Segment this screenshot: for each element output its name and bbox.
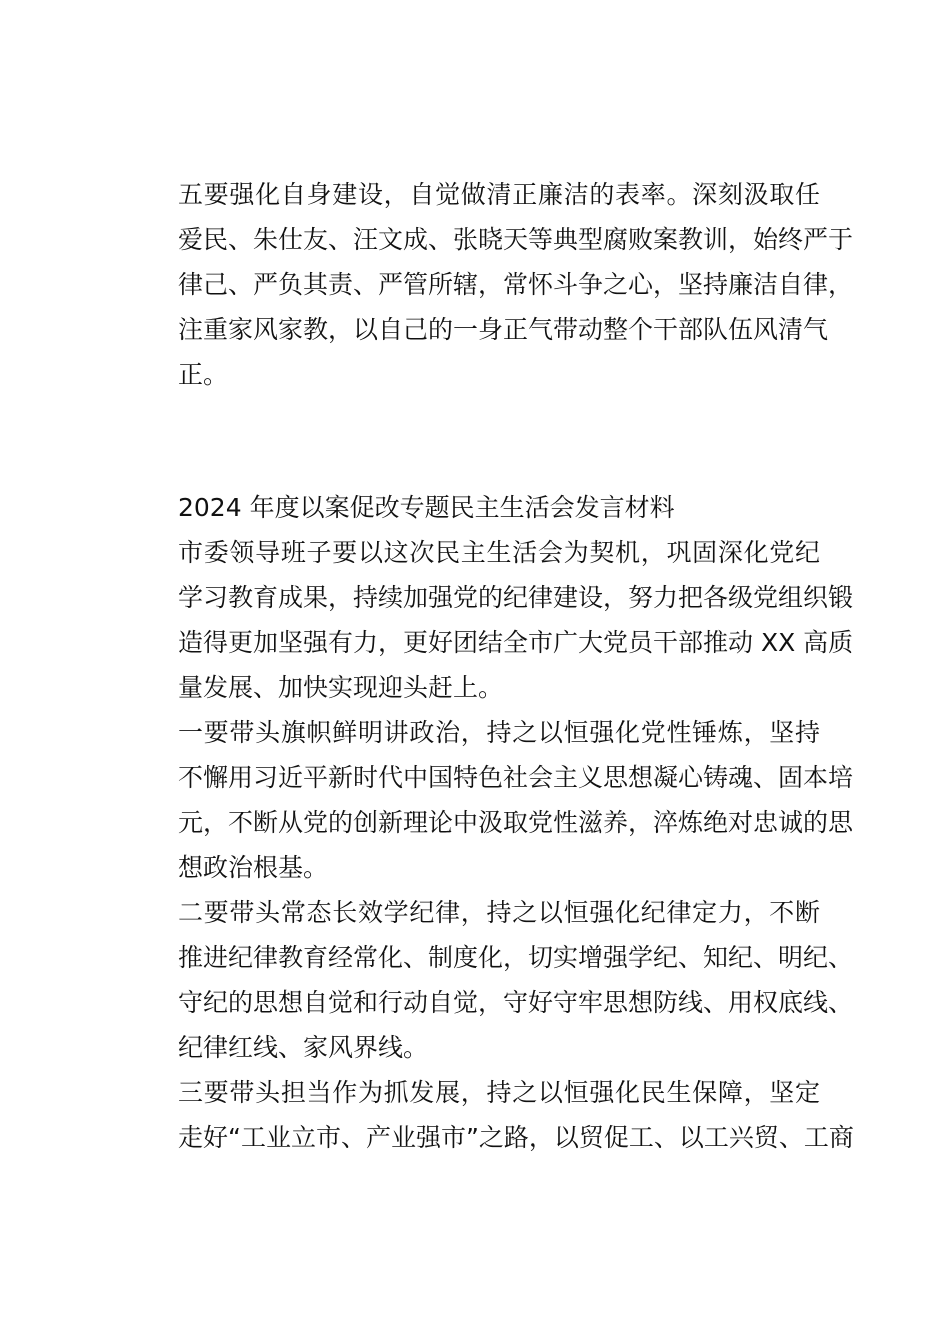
main-section (128, 485, 854, 1160)
text-line: 纪律红线、家风界线。 (178, 1033, 429, 1062)
text-line: 市委领导班子要以这次民主生活会为契机，巩固深化党纪 (178, 538, 820, 567)
text-line: 想政治根基。 (178, 853, 329, 882)
top-section (128, 172, 854, 397)
text-line: 三要带头担当作为抓发展，持之以恒强化民生保障，坚定 (178, 1078, 820, 1107)
text-line: 五要强化自身建设，自觉做清正廉洁的表率。深刻汲取任 (178, 180, 820, 209)
paragraph-five (128, 172, 854, 397)
text-line: 元，不断从党的创新理论中汲取党性滋养，淬炼绝对忠诚的思 (178, 808, 854, 837)
text-line: 正。 (178, 360, 229, 389)
paragraph-three (128, 1070, 854, 1160)
text-line: 一要带头旗帜鲜明讲政治，持之以恒强化党性锤炼，坚持 (178, 718, 820, 747)
text-line: 律己、严负其责、严管所辖，常怀斗争之心，坚持廉洁自律， (178, 270, 854, 299)
intro-paragraph (128, 530, 854, 710)
text-line: 学习教育成果，持续加强党的纪律建设，努力把各级党组织锻 (178, 583, 854, 612)
text-line: 造得更加坚强有力，更好团结全市广大党员干部推动 XX 高质 (178, 628, 854, 657)
text-line: 量发展、加快实现迎头赶上。 (178, 673, 504, 702)
text-line: 走好“工业立市、产业强市”之路，以贸促工、以工兴贸、工商 (178, 1123, 854, 1152)
text-line: 推进纪律教育经常化、制度化，切实增强学纪、知纪、明纪、 (178, 943, 854, 972)
paragraph-one (128, 710, 854, 890)
paragraph-two (128, 890, 854, 1070)
text-line: 不懈用习近平新时代中国特色社会主义思想凝心铸魂、固本培 (178, 763, 854, 792)
text-line: 爱民、朱仕友、汪文成、张晓天等典型腐败案教训，始终严于 (178, 225, 854, 254)
text-line: 注重家风家教，以自己的一身正气带动整个干部队伍风清气 (178, 315, 829, 344)
document-title: 2024 年度以案促改专题民主生活会发言材料 (178, 493, 675, 522)
text-line: 守纪的思想自觉和行动自觉，守好守牢思想防线、用权底线、 (178, 988, 854, 1017)
text-line: 二要带头常态长效学纪律，持之以恒强化纪律定力，不断 (178, 898, 820, 927)
